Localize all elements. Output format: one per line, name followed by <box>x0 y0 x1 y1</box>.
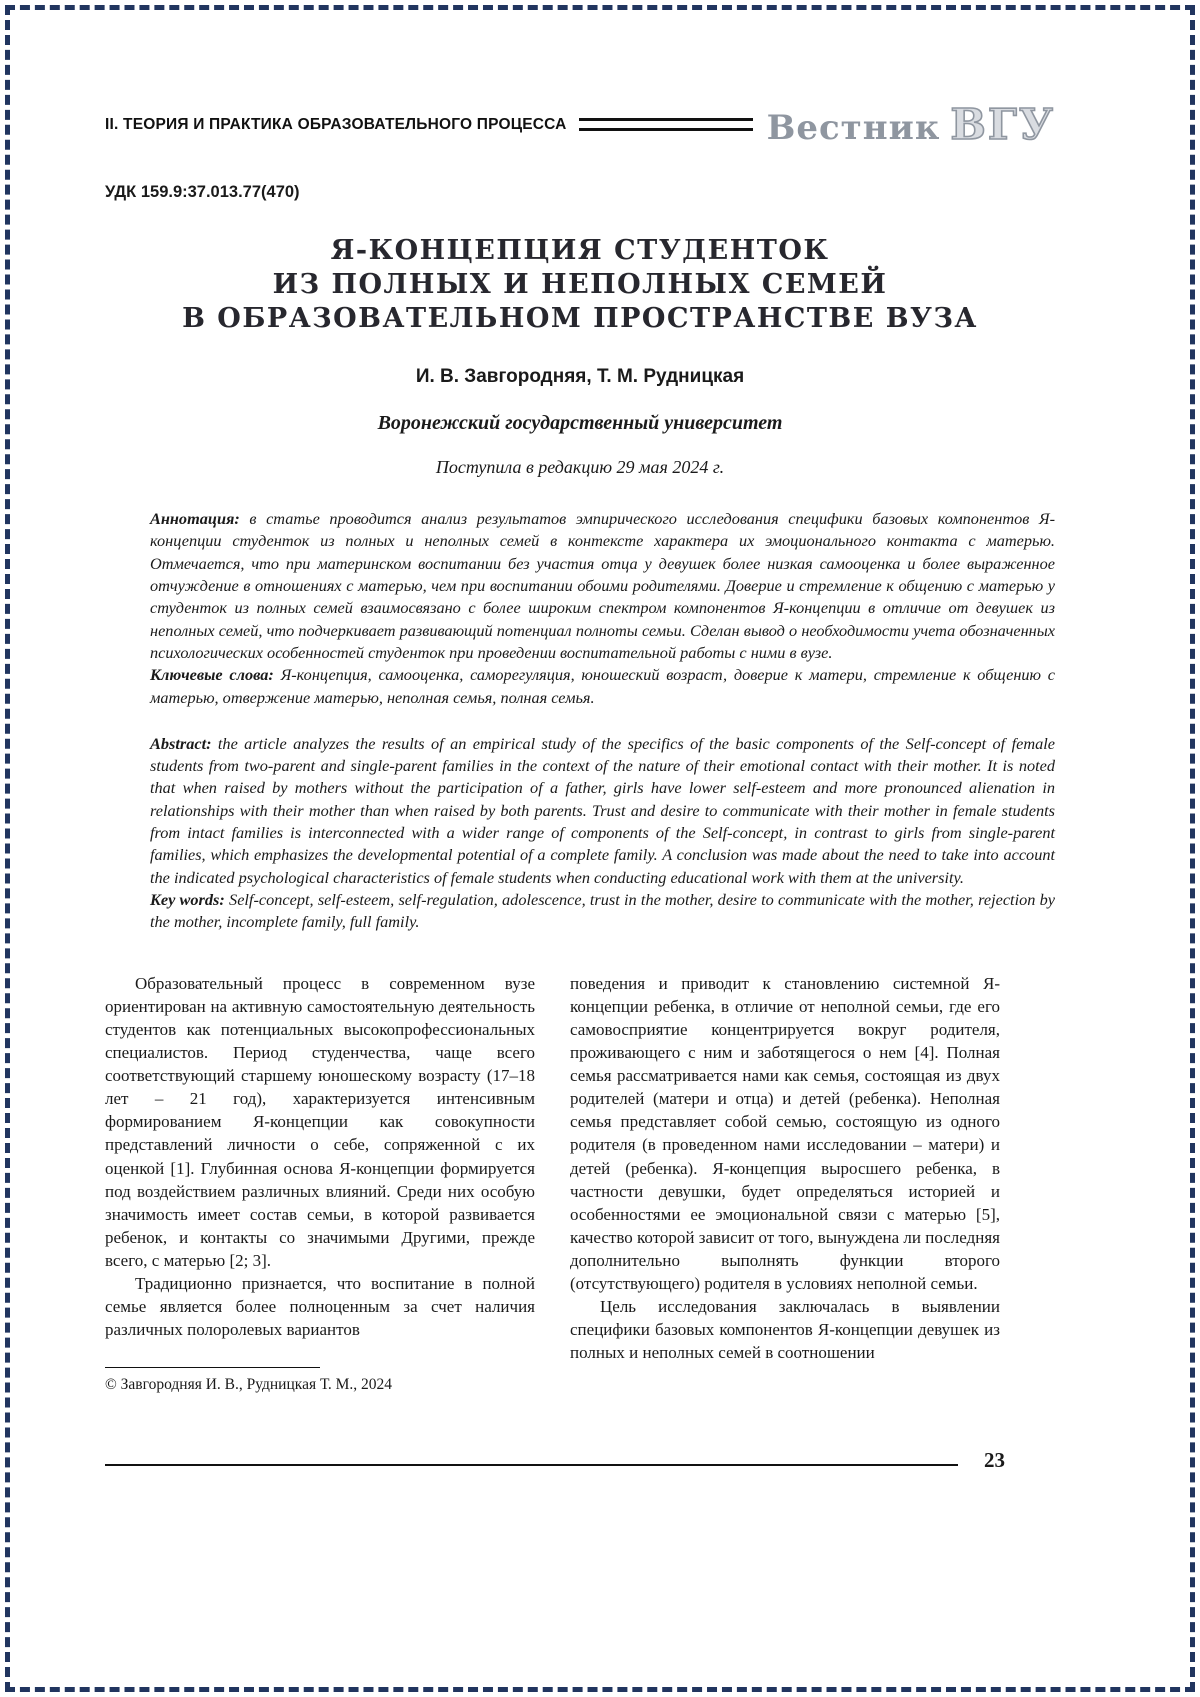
paragraph: Традиционно признается, что воспитание в полной семье является более полноценным за счет наличия различных полоролевых вариантов <box>105 1274 535 1340</box>
keywords-ru-label: Ключевые слова: <box>150 665 274 685</box>
footer-rule <box>105 1464 958 1466</box>
logo-vgu-text: ВГУ <box>950 100 1055 149</box>
left-column-paragraphs <box>105 972 535 1342</box>
paragraph: Я-КОНЦЕПЦИЯ СТУДЕНТОК <box>330 235 830 266</box>
received-date: Поступила в редакцию 29 мая 2024 г. <box>435 457 725 477</box>
paragraph: ИЗ ПОЛНЫХ И НЕПОЛНЫХ СЕМЕЙ <box>272 269 888 300</box>
right-column <box>570 972 1000 1395</box>
right-column-paragraphs <box>570 972 1000 1365</box>
abstract-en <box>150 733 1055 889</box>
article-authors: И. В. Завгородняя, Т. М. Рудницкая <box>415 366 745 387</box>
paragraph: Образовательный процесс в современном вузе ориентирован на активную самостоятельную деятельность студентов как потенциальных высокопрофессиональных специалистов. Период студенчества, чаще всего соответствующий старшему юношескому возрасту (17–18 лет – 21 год), характеризуется интенсивным формированием Я-концепции как совокупности представлений личности о себе, сопряженной с их оценкой [1]. Глубинная основа Я-концепции формируется под воздействием различных влияний. Среди них особую значимость имеет состав семьи, в которой развивается ребенок, и контакты со значимыми Другими, прежде всего, с матерью [2; 3]. <box>105 973 535 1270</box>
keywords-en-text: Self-concept, self-esteem, self-regulation, adolescence, trust in the mother, desire to communicate with the mother, rejection by the mother, incomplete family, full family. <box>150 890 1055 932</box>
footnote <box>105 1367 535 1394</box>
keywords-ru-text: Я-концепция, самооценка, саморегуляция, юношеский возраст, доверие к матери, стремление к общению с матерью, отвержение матерью, неполная семья, полная семья. <box>150 665 1055 707</box>
abstract-ru <box>150 508 1055 664</box>
udk-code: УДК 159.9:37.013.77(470) <box>105 183 300 201</box>
keywords-en <box>150 889 1055 934</box>
abstract-ru-text: в статье проводится анализ результатов эмпирического исследования специфики базовых компонентов Я-концепции студенток из полных и неполных семей в контексте характера их эмоционального контакта с матерью. Отмечается, что при материнском воспитании без участия отца у девушек более низкая самооценка и более выраженное отчуждение в отношениях с матерью, чем при воспитании обоими родителями. Доверие и стремление к общению с матерью у студенток из полных семей взаимосвязано с более широким спектром компонентов Я-концепции в отличие от девушек из неполных семей, что подчеркивает развивающий потенциал полноты семьи. Сделан вывод о необходимости учета обозначенных психологических особенностей студенток при проведении воспитательной работы с ними в вузе. <box>150 509 1056 662</box>
section-heading: II. ТЕОРИЯ И ПРАКТИКА ОБРАЗОВАТЕЛЬНОГО ПРОЦЕССА <box>105 115 567 133</box>
paragraph: поведения и приводит к становлению системной Я-концепции ребенка, в отличие от неполной семьи, где его самовосприятие концентрируется вокруг родителя, проживающего с ним и заботящегося о нем [4]. Полная семья рассматривается нами как семья, состоящая из двух родителей (матери и отца) и детей (ребенка). Неполная семья представляет собой семью, состоящую из одного родителя (в проведенном нами исследовании – матери) и детей (ребенка). Я-концепция выросшего ребенка, в частности девушки, будет определяться историей и особенностями ее эмоциональной связи с матерью [5], качество которой зависит от того, вынуждена ли последняя дополнительно выполнять функции второго (отсутствующего) родителя в условиях неполной семьи. <box>570 973 1000 1294</box>
keywords-ru <box>150 664 1055 709</box>
affiliation: Воронежский государственный университет <box>377 412 783 434</box>
abstract-section <box>150 508 1055 934</box>
page-number: 23 <box>984 1448 1005 1472</box>
abstract-ru-label: Аннотация: <box>150 509 240 528</box>
footnote-text: © Завгородняя И. В., Рудницкая Т. М., 2024 <box>105 1376 393 1394</box>
article-title <box>105 234 1055 336</box>
journal-logo <box>767 100 1055 149</box>
abstract-en-label: Abstract: <box>150 733 212 753</box>
header-rule <box>579 118 753 131</box>
logo-vestnik-text: Вестник <box>766 108 941 148</box>
paragraph: В ОБРАЗОВАТЕЛЬНОМ ПРОСТРАНСТВЕ ВУЗА <box>182 303 978 334</box>
paragraph: Цель исследования заключалась в выявлении специфики базовых компонентов Я-концепции девушек из полных и неполных семей в соотношении <box>570 1297 1000 1363</box>
keywords-en-label: Key words: <box>150 890 225 909</box>
footnote-rule <box>105 1367 320 1368</box>
article-body <box>105 972 1055 1395</box>
abstract-en-text: the article analyzes the results of an empirical study of the specifics of the basic components of the Self-concept of female students from two-parent and single-parent families in the context of the nature of their emotional contact with their mother. It is noted that when raised by mothers without the participation of a father, girls have lower self-esteem and more pronounced alienation in relationships with their mother than when raised by both parents. Trust and desire to communicate with their mother in female students from intact families is interconnected with a wider range of components of the Self-concept, in contrast to girls from single-parent families, which emphasizes the developmental potential of a complete family. A conclusion was made about the need to take into account the indicated psychological characteristics of female students when conducting educational work with them at the university. <box>150 733 1055 887</box>
page-content <box>105 0 1055 1394</box>
page-header <box>105 100 1055 149</box>
left-column <box>105 972 535 1395</box>
page-footer <box>105 1448 1005 1473</box>
